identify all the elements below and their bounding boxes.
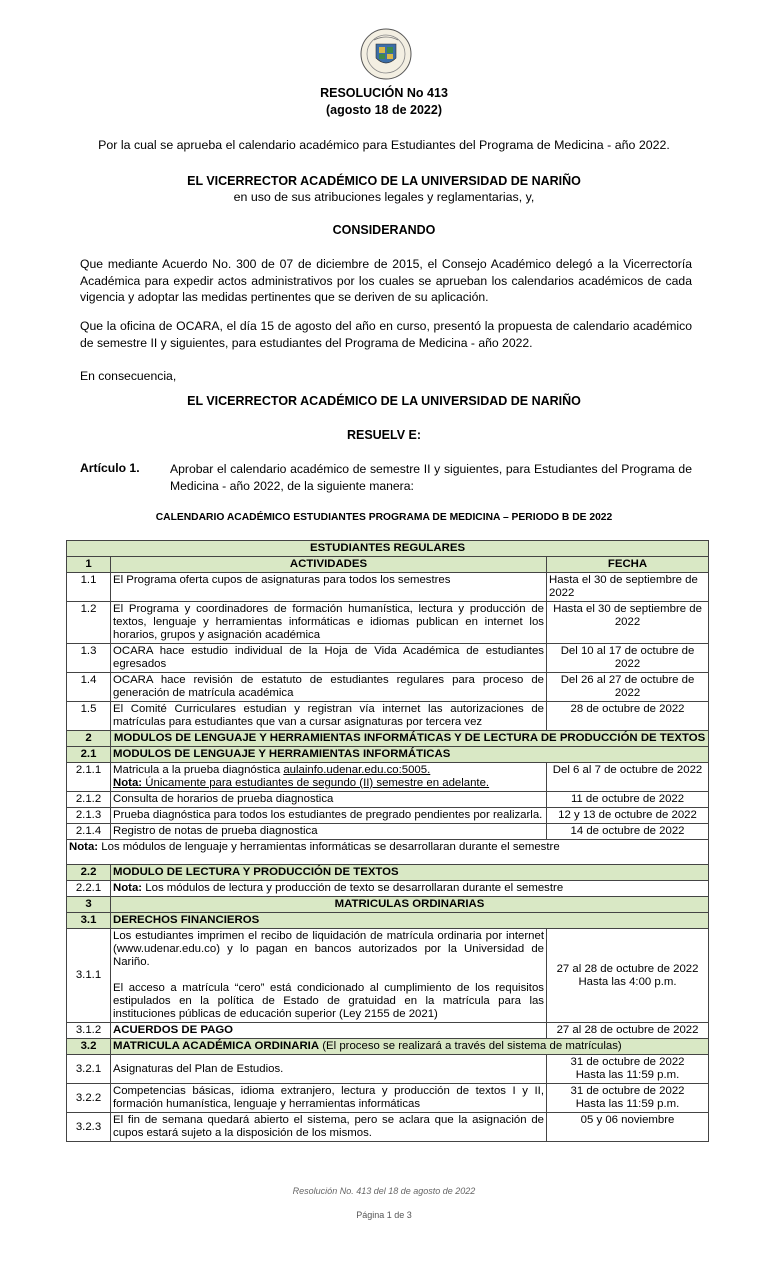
paragraph-1: Que mediante Acuerdo No. 300 de 07 de diciembre de 2015, el Consejo Académico delegó a la Vicerrectoría Académica para expedir actos administrativos por los cuales se aprueban los calendarios académicos de cada vigencia y adoptar las medidas pertinentes que se deriven de su aplicación. bbox=[80, 257, 692, 304]
date-line-2: Hasta las 11:59 p.m. bbox=[575, 1098, 680, 1110]
calendar-table-title: CALENDARIO ACADÉMICO ESTUDIANTES PROGRAMA DE MEDICINA – PERIODO B DE 2022 bbox=[155, 512, 613, 523]
row-date: 11 de octubre de 2022 bbox=[547, 792, 709, 808]
table-row bbox=[67, 644, 709, 673]
date-line-2: Hasta las 4:00 p.m. bbox=[578, 975, 677, 988]
subsection-number: 2.1 bbox=[67, 747, 111, 763]
date-line-1: 31 de octubre de 2022 bbox=[570, 1056, 685, 1068]
header-num: 1 bbox=[67, 557, 111, 573]
row-number: 2.1.1 bbox=[67, 763, 111, 792]
row-date bbox=[547, 929, 709, 1023]
row-number: 2.2.1 bbox=[67, 881, 111, 897]
row-activity: El Programa oferta cupos de asignaturas para todos los semestres bbox=[111, 573, 547, 602]
row-activity: OCARA hace estudio individual de la Hoja de Vida Académica de estudiantes egresados bbox=[111, 644, 547, 673]
resolution-title: RESOLUCIÓN No 413 bbox=[320, 86, 448, 100]
row-number: 3.1.1 bbox=[67, 929, 111, 1023]
row-number: 3.2.3 bbox=[67, 1113, 111, 1142]
article-label: Artículo 1. bbox=[80, 461, 140, 475]
row-activity: ACUERDOS DE PAGO bbox=[111, 1023, 547, 1039]
subsection-number: 3.1 bbox=[67, 913, 111, 929]
note-label: Nota: bbox=[113, 882, 143, 894]
row-number: 1.4 bbox=[67, 673, 111, 702]
section-number: 2 bbox=[67, 731, 111, 747]
activity-text: Matricula a la prueba diagnóstica bbox=[113, 764, 284, 776]
table-row bbox=[67, 573, 709, 602]
authority-heading: EL VICERRECTOR ACADÉMICO DE LA UNIVERSIDAD DE NARIÑO bbox=[187, 174, 581, 188]
row-number: 2.1.2 bbox=[67, 792, 111, 808]
row-number: 2.1.3 bbox=[67, 808, 111, 824]
authority-heading-2: EL VICERRECTOR ACADÉMICO DE LA UNIVERSIDAD DE NARIÑO bbox=[187, 394, 581, 408]
row-activity: Registro de notas de prueba diagnostica bbox=[111, 824, 547, 840]
calendar-table bbox=[66, 540, 709, 1142]
subsection-row bbox=[67, 913, 709, 929]
row-date bbox=[547, 1084, 709, 1113]
row-date: 28 de octubre de 2022 bbox=[547, 702, 709, 731]
table-row bbox=[67, 1055, 709, 1084]
table-row bbox=[67, 808, 709, 824]
resuelve-heading: RESUELV E: bbox=[346, 428, 422, 442]
row-number: 1.1 bbox=[67, 573, 111, 602]
row-activity: Competencias básicas, idioma extranjero, lectura y producción de textos I y II, formación humanística, lenguaje y herramientas informáticas bbox=[111, 1084, 547, 1113]
row-number: 3.2.1 bbox=[67, 1055, 111, 1084]
subsection-title bbox=[111, 1039, 709, 1055]
row-date: Del 10 al 17 de octubre de 2022 bbox=[547, 644, 709, 673]
row-number: 3.1.2 bbox=[67, 1023, 111, 1039]
row-number: 3.2.2 bbox=[67, 1084, 111, 1113]
section-row bbox=[67, 897, 709, 913]
row-number: 1.2 bbox=[67, 602, 111, 644]
row-activity: El fin de semana quedará abierto el sistema, pero se aclara que la asignación de cupos estará sujeto a la disposición de los mismos. bbox=[111, 1113, 547, 1142]
subsection-title-note: (El proceso se realizará a través del sistema de matrículas) bbox=[319, 1040, 622, 1052]
row-activity: Prueba diagnóstica para todos los estudiantes de pregrado pendientes por realizarla. bbox=[111, 808, 547, 824]
row-date: 14 de octubre de 2022 bbox=[547, 824, 709, 840]
note-text: Los módulos de lectura y producción de texto se desarrollaran durante el semestre bbox=[142, 882, 564, 894]
row-activity: El Comité Curriculares estudian y registran vía internet las autorizaciones de matrículas para estudiantes que van a cursar asignaturas por tercera vez bbox=[111, 702, 547, 731]
section-title: MATRICULAS ORDINARIAS bbox=[111, 897, 709, 913]
activity-text-2: El acceso a matrícula “cero” está condicionado al cumplimiento de los requisitos estipulados en la política de Estado de gratuidad en la matrícula para las instituciones públicas de educación superior (Ley 2155 de 2021) bbox=[113, 982, 544, 1020]
row-date: Hasta el 30 de septiembre de 2022 bbox=[547, 573, 709, 602]
row-date: Hasta el 30 de septiembre de 2022 bbox=[547, 602, 709, 644]
table-row bbox=[67, 602, 709, 644]
table-row bbox=[67, 824, 709, 840]
note-cell bbox=[67, 840, 709, 865]
considerando-heading: CONSIDERANDO bbox=[332, 223, 436, 237]
banner-cell: ESTUDIANTES REGULARES bbox=[67, 541, 709, 557]
row-date: 27 al 28 de octubre de 2022 bbox=[547, 1023, 709, 1039]
section-number: 3 bbox=[67, 897, 111, 913]
paragraph-3: En consecuencia, bbox=[80, 369, 177, 383]
subsection-title-main: MATRICULA ACADÉMICA ORDINARIA bbox=[113, 1040, 320, 1052]
note-label: Nota: bbox=[69, 841, 99, 853]
row-number: 2.1.4 bbox=[67, 824, 111, 840]
table-row bbox=[67, 702, 709, 731]
resolution-purpose: Por la cual se aprueba el calendario académico para Estudiantes del Programa de Medicina - año 2022. bbox=[98, 138, 670, 152]
subsection-title: MODULOS DE LENGUAJE Y HERRAMIENTAS INFORMÁTICAS bbox=[111, 747, 709, 763]
date-line-2: Hasta las 11:59 p.m. bbox=[575, 1069, 680, 1081]
footer-resolution: Resolución No. 413 del 18 de agosto de 2022 bbox=[292, 1186, 476, 1196]
row-date: Del 6 al 7 de octubre de 2022 bbox=[547, 763, 709, 792]
table-row bbox=[67, 1084, 709, 1113]
note-label: Nota: bbox=[113, 777, 143, 789]
row-activity bbox=[111, 881, 709, 897]
section-row bbox=[67, 731, 709, 747]
row-activity: Consulta de horarios de prueba diagnostica bbox=[111, 792, 547, 808]
table-row bbox=[67, 1023, 709, 1039]
subsection-title: MODULO DE LECTURA Y PRODUCCIÓN DE TEXTOS bbox=[111, 865, 709, 881]
article-text: Aprobar el calendario académico de semestre II y siguientes, para Estudiantes del Programa de Medicina - año 2022, de la siguiente manera: bbox=[170, 462, 692, 493]
table-row bbox=[67, 881, 709, 897]
table-header-row bbox=[67, 557, 709, 573]
row-date: 12 y 13 de octubre de 2022 bbox=[547, 808, 709, 824]
paragraph-2: Que la oficina de OCARA, el día 15 de agosto del año en curso, presentó la propuesta de calendario académico de semestre II y siguientes, para estudiantes del Programa de Medicina - año 2022. bbox=[80, 319, 692, 350]
table-banner-row bbox=[67, 541, 709, 557]
authority-subheading: en uso de sus atribuciones legales y reglamentarias, y, bbox=[233, 190, 535, 204]
row-number: 1.3 bbox=[67, 644, 111, 673]
diagnostic-link[interactable]: aulainfo.udenar.edu.co:5005. bbox=[283, 764, 431, 776]
subsection-row bbox=[67, 747, 709, 763]
note-row bbox=[67, 840, 709, 865]
row-activity bbox=[111, 763, 547, 792]
section-title: MODULOS DE LENGUAJE Y HERRAMIENTAS INFORMÁTICAS Y DE LECTURA DE PRODUCCIÓN DE TEXTOS bbox=[111, 731, 709, 747]
subsection-title: DERECHOS FINANCIEROS bbox=[111, 913, 709, 929]
row-activity: Asignaturas del Plan de Estudios. bbox=[111, 1055, 547, 1084]
table-row bbox=[67, 763, 709, 792]
university-seal-icon bbox=[360, 28, 412, 80]
row-number: 1.5 bbox=[67, 702, 111, 731]
page-number: Página 1 de 3 bbox=[356, 1210, 412, 1220]
row-activity: OCARA hace revisión de estatuto de estudiantes regulares para proceso de generación de matrícula académica bbox=[111, 673, 547, 702]
row-date: 05 y 06 noviembre bbox=[547, 1113, 709, 1142]
subsection-row bbox=[67, 865, 709, 881]
row-date: Del 26 al 27 de octubre de 2022 bbox=[547, 673, 709, 702]
table-row bbox=[67, 1113, 709, 1142]
subsection-number: 3.2 bbox=[67, 1039, 111, 1055]
table-row bbox=[67, 929, 709, 1023]
header-date: FECHA bbox=[547, 557, 709, 573]
subsection-row bbox=[67, 1039, 709, 1055]
note-text: Los módulos de lenguaje y herramientas informáticas se desarrollaran durante el semestre bbox=[98, 841, 560, 853]
subsection-number: 2.2 bbox=[67, 865, 111, 881]
row-activity: El Programa y coordinadores de formación humanística, lectura y producción de textos, lenguaje y herramientas informáticas e idiomas publican en internet los horarios, grupos y asignación académica bbox=[111, 602, 547, 644]
header-activities: ACTIVIDADES bbox=[111, 557, 547, 573]
row-activity bbox=[111, 929, 547, 1023]
table-row bbox=[67, 792, 709, 808]
row-date bbox=[547, 1055, 709, 1084]
table-row bbox=[67, 673, 709, 702]
note-text: Únicamente para estudiantes de segundo (II) semestre en adelante. bbox=[142, 777, 490, 789]
activity-text: Los estudiantes imprimen el recibo de liquidación de matrícula ordinaria por internet (www.udenar.edu.co) y lo pagan en bancos autorizados por la Universidad de Nariño. bbox=[113, 930, 544, 968]
date-line-1: 31 de octubre de 2022 bbox=[570, 1085, 685, 1097]
resolution-date: (agosto 18 de 2022) bbox=[325, 103, 442, 117]
date-line-1: 27 al 28 de octubre de 2022 bbox=[556, 962, 699, 975]
